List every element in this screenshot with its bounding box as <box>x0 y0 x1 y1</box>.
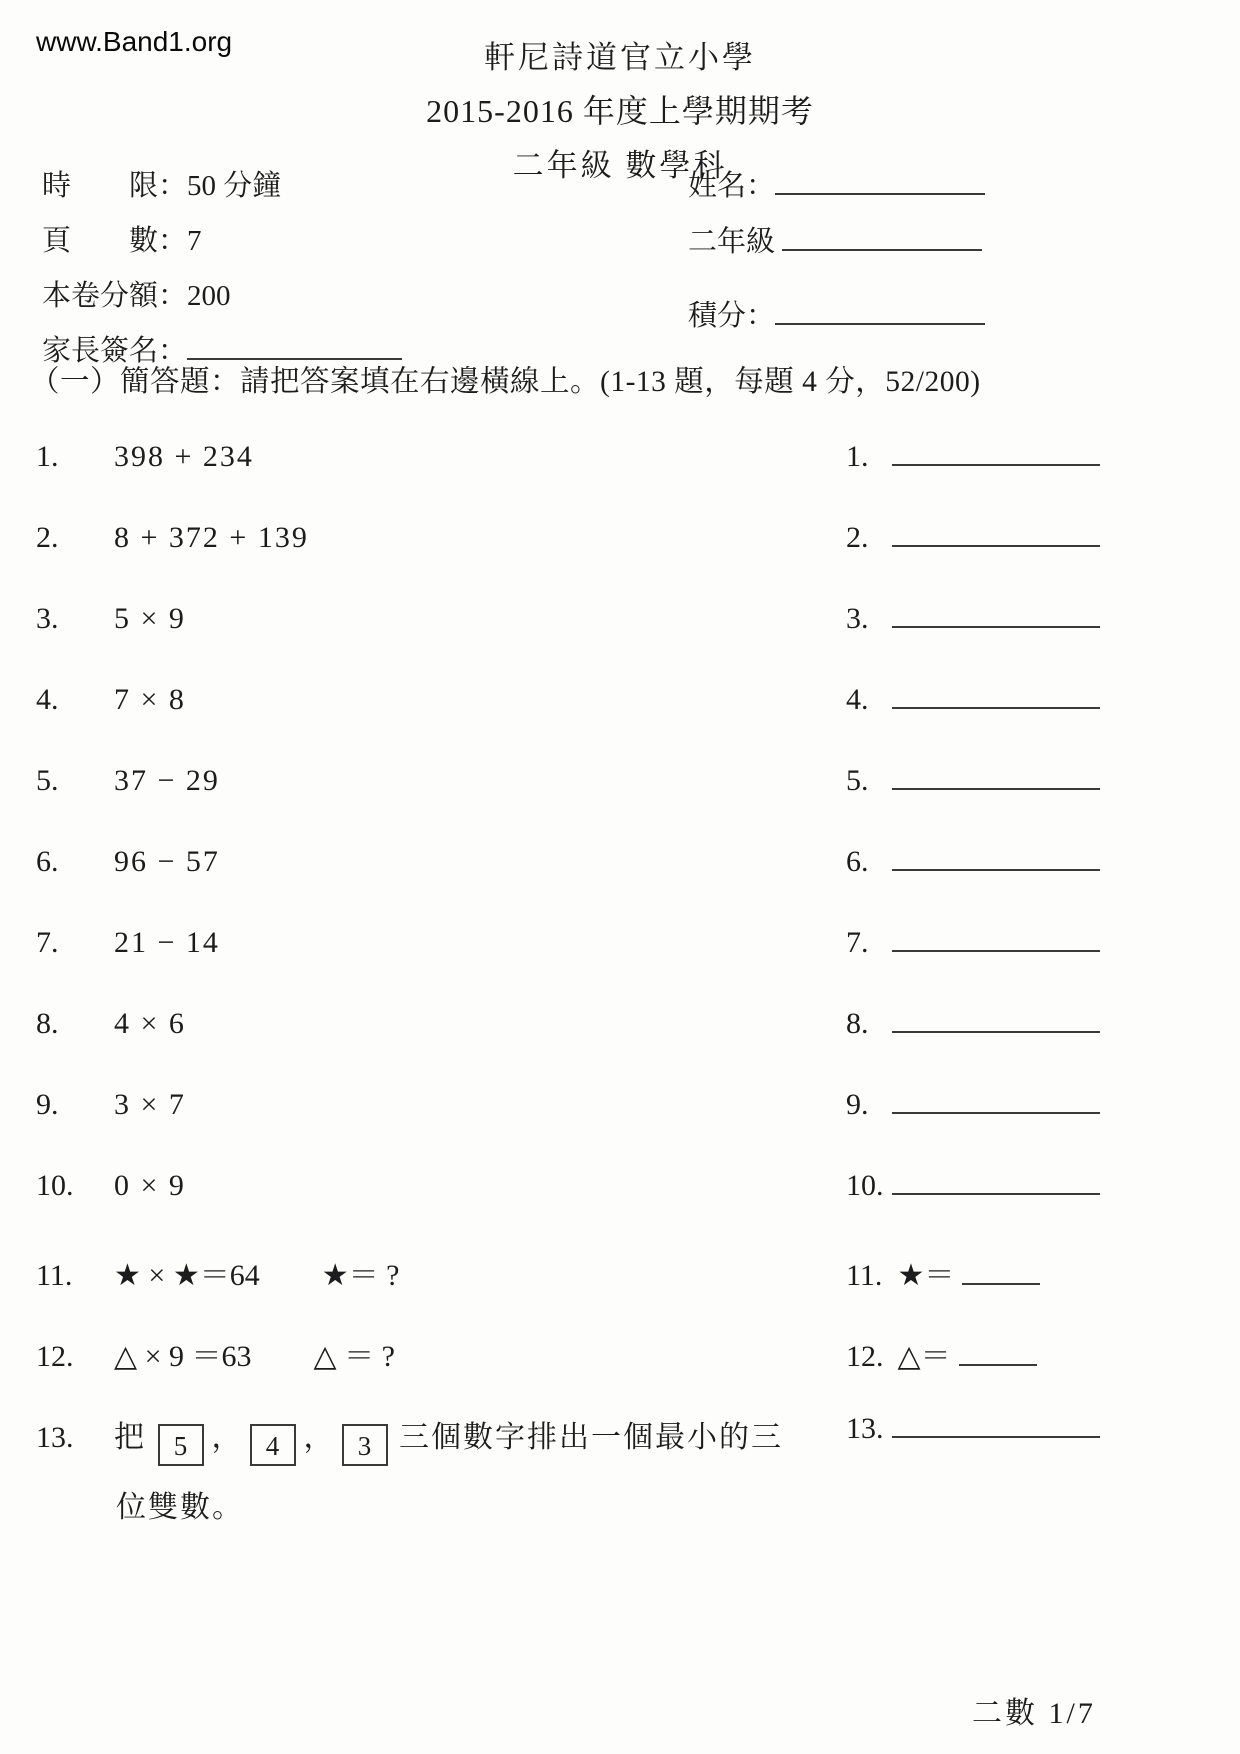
answer-blank-line <box>962 1281 1040 1285</box>
question-row-10 <box>36 1169 1216 1250</box>
questions-list <box>36 440 1216 1524</box>
page-footer: 二數 1/7 <box>972 1697 1096 1730</box>
question-number: 13. <box>36 1421 74 1454</box>
star-icon: ★＝ <box>897 1259 955 1292</box>
question-row-2 <box>36 521 1216 602</box>
class-row <box>688 219 985 260</box>
answer-blank-line <box>892 867 1100 871</box>
time-limit-label: 時 限：50 分鐘 <box>42 170 282 202</box>
answer-number: 6. <box>846 845 869 878</box>
answer-number: 9. <box>846 1088 869 1121</box>
question-expression: 5 × 9 <box>114 602 186 635</box>
answer-slot-4 <box>846 683 1100 717</box>
answer-number: 10. <box>846 1169 884 1202</box>
answer-slot-9 <box>846 1088 1100 1122</box>
exam-title: 2015-2016 年度上學期期考 <box>426 93 814 129</box>
answer-slot-5 <box>846 764 1100 798</box>
answer-blank-line <box>892 1110 1100 1114</box>
question-number: 8. <box>36 1007 59 1040</box>
answer-number: 5. <box>846 764 869 797</box>
answer-blank-line <box>892 1029 1100 1033</box>
answer-blank-line <box>892 624 1100 628</box>
triangle-icon: △＝ <box>897 1340 951 1373</box>
question-number: 11. <box>36 1259 73 1292</box>
question-number: 12. <box>36 1340 74 1373</box>
digit-box-3: 3 <box>342 1424 388 1466</box>
meta-right-block <box>688 163 985 349</box>
question-expression: 8 + 372 + 139 <box>114 521 309 554</box>
student-name-label: 姓名： <box>688 170 776 202</box>
question-number: 2. <box>36 521 59 554</box>
question-number: 3. <box>36 602 59 635</box>
answer-blank-line <box>959 1362 1037 1366</box>
class-blank-line <box>782 247 982 251</box>
answer-number: 12. <box>846 1340 884 1373</box>
question-expression: 7 × 8 <box>114 683 186 716</box>
answer-blank-line <box>892 462 1100 466</box>
answer-slot-8 <box>846 1007 1100 1041</box>
answer-slot-7 <box>846 926 1100 960</box>
question-row-1 <box>36 440 1216 521</box>
question-number: 4. <box>36 683 59 716</box>
question-number: 7. <box>36 926 59 959</box>
class-label: 二年級 <box>688 226 776 258</box>
answer-blank-line <box>892 1191 1100 1195</box>
parent-signature-label: 家長簽名： <box>42 335 188 367</box>
answer-slot-10 <box>846 1169 1100 1203</box>
question-expression: 21 − 14 <box>114 926 220 959</box>
answer-slot-6 <box>846 845 1100 879</box>
question-lead: 把 <box>114 1421 146 1454</box>
student-name-blank-line <box>775 191 985 195</box>
score-blank-line <box>775 321 985 325</box>
question-expression: 4 × 6 <box>114 1007 186 1040</box>
meta-left-block <box>42 163 402 383</box>
question-row-7 <box>36 926 1216 1007</box>
question-text-line1: 三個數字排出一個最小的三 <box>399 1421 783 1454</box>
watermark: www.Band1.org <box>36 26 233 57</box>
question-number: 9. <box>36 1088 59 1121</box>
question-expression: 37 − 29 <box>114 764 220 797</box>
answer-blank-line <box>892 543 1100 547</box>
question-row-11 <box>36 1250 1216 1331</box>
answer-number: 13. <box>846 1412 884 1445</box>
question-expression: 96 − 57 <box>114 845 220 878</box>
answer-number: 8. <box>846 1007 869 1040</box>
question-number: 5. <box>36 764 59 797</box>
comma: ， <box>211 1421 242 1454</box>
question-row-8 <box>36 1007 1216 1088</box>
question-expression: 0 × 9 <box>114 1169 186 1202</box>
answer-slot-12 <box>846 1331 1037 1375</box>
digit-box-5: 5 <box>158 1424 204 1466</box>
answer-slot-1 <box>846 440 1100 474</box>
question-number: 1. <box>36 440 59 473</box>
star-equation: ★ × ★＝64 <box>114 1259 260 1292</box>
answer-slot-11 <box>846 1250 1040 1294</box>
answer-slot-13 <box>846 1412 1100 1446</box>
digit-box-4: 4 <box>250 1424 296 1466</box>
star-query: ★＝ ? <box>321 1259 400 1292</box>
question-row-12 <box>36 1331 1216 1412</box>
subject-title: 二年級 數學科 <box>512 148 728 183</box>
school-name: 軒尼詩道官立小學 <box>484 40 756 75</box>
question-row-5 <box>36 764 1216 845</box>
answer-number: 7. <box>846 926 869 959</box>
question-text-line2: 位雙數。 <box>116 1491 244 1524</box>
answer-number: 4. <box>846 683 869 716</box>
page-count-label: 頁 數：7 <box>42 225 202 257</box>
question-row-6 <box>36 845 1216 926</box>
answer-blank-line <box>892 786 1100 790</box>
question-expression: 398 + 234 <box>114 440 254 473</box>
answer-number: 1. <box>846 440 869 473</box>
answer-slot-2 <box>846 521 1100 555</box>
answer-blank-line <box>892 1434 1100 1438</box>
triangle-query: △ ＝ ? <box>313 1340 395 1373</box>
total-marks-label: 本卷分額：200 <box>42 280 231 312</box>
answer-number: 2. <box>846 521 869 554</box>
question-row-9 <box>36 1088 1216 1169</box>
student-name-row <box>688 163 985 204</box>
question-row-3 <box>36 602 1216 683</box>
answer-blank-line <box>892 948 1100 952</box>
section-header: （一）簡答題：請把答案填在右邊橫線上。(1-13 題，每題 4 分，52/200) <box>30 366 981 398</box>
triangle-equation: △ × 9 ＝63 <box>114 1340 252 1373</box>
question-row-4 <box>36 683 1216 764</box>
answer-number: 11. <box>846 1259 883 1292</box>
answer-slot-3 <box>846 602 1100 636</box>
question-row-13 <box>36 1412 1216 1524</box>
question-number: 6. <box>36 845 59 878</box>
comma: ， <box>303 1421 334 1454</box>
score-label: 積分： <box>688 300 776 332</box>
question-number: 10. <box>36 1169 74 1202</box>
question-expression: 3 × 7 <box>114 1088 186 1121</box>
answer-blank-line <box>892 705 1100 709</box>
answer-number: 3. <box>846 602 869 635</box>
score-row <box>688 293 985 334</box>
